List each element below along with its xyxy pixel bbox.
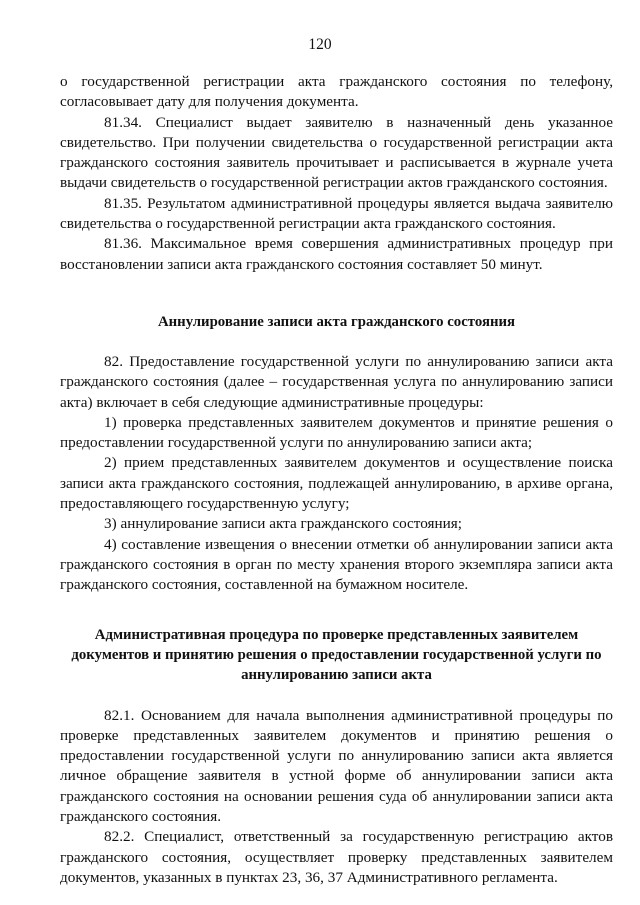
paragraph-82-2: 82.2. Специалист, ответственный за государственную регистрацию актов гражданского состояния, осуществляет проверку представленных заявителем документов, указанных в пунктах 23, 36, 37 Административного регламента. xyxy=(60,828,613,886)
list-item-2: 2) прием представленных заявителем документов и осуществление поиска записи акта гражданского состояния, подлежащей аннулированию, в архиве органа, предоставляющего государственную услугу; xyxy=(60,454,613,513)
paragraph-82-1: 82.1. Основанием для начала выполнения административной процедуры по проверке представленных заявителем документов и принятию решения о предоставлении государственной услуги по аннулированию записи акта является личное обращение заявителя в устной форме об аннулировании записи акта гражданского состояния на основании решения суда об аннулировании записи акта гражданского состояния. xyxy=(60,706,613,826)
page-number: 120 xyxy=(308,36,332,53)
paragraph-81-36: 81.36. Максимальное время совершения административных процедур при восстановлении записи акта гражданского состояния составляет 50 минут. xyxy=(60,235,613,273)
list-item-1: 1) проверка представленных заявителем документов и принятие решения о предоставлении государственной услуги по аннулированию записи акта; xyxy=(60,413,613,452)
list-item-3: 3) аннулирование записи акта гражданского состояния; xyxy=(104,515,462,533)
document-body xyxy=(60,72,613,888)
paragraph-81-35: 81.35. Результатом административной процедуры является выдача заявителю свидетельства о государственной регистрации акта гражданского состояния. xyxy=(60,194,613,233)
paragraph-81-34: 81.34. Специалист выдает заявителю в назначенный день указанное свидетельство. При получении свидетельства о государственной регистрации акта гражданского состояния заявитель прочитывает и расписывается в журнале учета выдачи свидетельств о государственной регистрации актов гражданского состояния. xyxy=(60,113,613,192)
list-item-4: 4) составление извещения о внесении отметки об аннулировании записи акта гражданского состояния в орган по месту хранения второго экземпляра записи акта гражданского состояния, составленной на бумажном носителе. xyxy=(60,535,613,594)
paragraph-continuation: о государственной регистрации акта гражданского состояния по телефону, согласовывает дату для получения документа. xyxy=(60,73,613,111)
section-heading-procedure: Административная процедура по проверке представленных заявителем документов и принятию решения о предоставлении государственной услуги по аннулированию записи акта xyxy=(71,626,602,683)
paragraph-82: 82. Предоставление государственной услуги по аннулированию записи акта гражданского состояния (далее – государственная услуга по аннулированию записи акта) включает в себя следующие административные процедуры: xyxy=(60,352,613,411)
section-heading-annulment: Аннулирование записи акта гражданского состояния xyxy=(157,313,516,330)
